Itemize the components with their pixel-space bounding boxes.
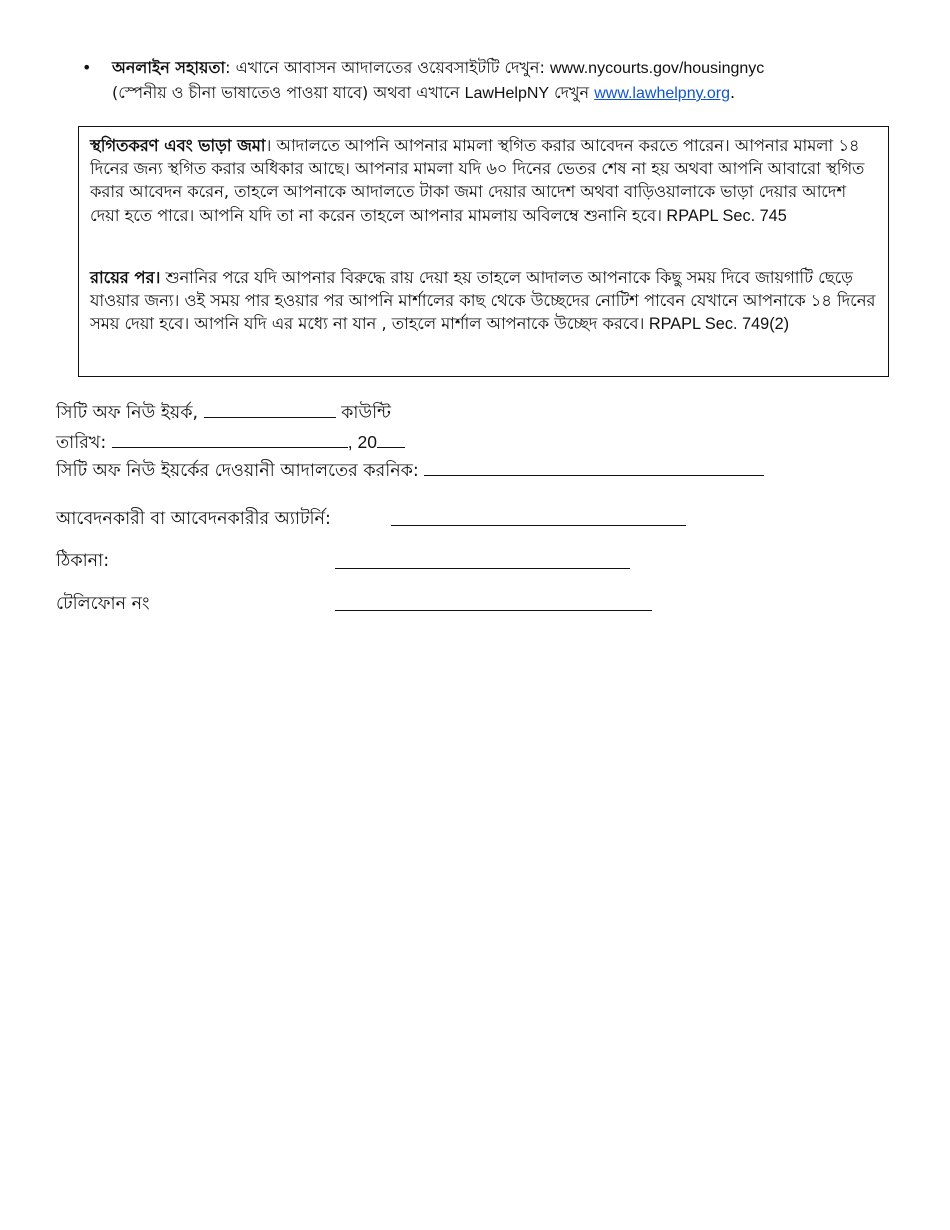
clerk-row — [56, 458, 764, 484]
housing-court-url: www.nycourts.gov/housingnyc — [549, 60, 765, 77]
phone-blank[interactable] — [335, 610, 652, 611]
county-row — [56, 400, 391, 426]
date-row — [56, 429, 405, 456]
online-help-text-1: : এখানে আবাসন আদালতের ওয়েবসাইটটি দেখুন: — [225, 58, 550, 77]
stay-citation: RPAPL Sec. 745 — [661, 206, 787, 225]
date-blank[interactable] — [112, 431, 348, 448]
date-year-prefix: , 20 — [347, 432, 377, 452]
after-judgment-paragraph — [90, 266, 880, 337]
online-help-title: অনলাইন সহায়তা — [112, 58, 226, 77]
lawhelpny-link[interactable]: www.lawhelpny.org — [594, 85, 730, 102]
address-label: ঠিকানা: — [56, 551, 110, 571]
phone-label: টেলিফোন নং — [56, 594, 150, 614]
clerk-label: সিটি অফ নিউ ইয়র্কের দেওয়ানী আদালতের করনিক: — [56, 461, 425, 481]
after-judgment-body: শুনানির পরে যদি আপনার বিরুদ্ধে রায় দেয়া হয় তাহলে আদালত আপনাকে কিছু সময় দিবে জায়গাটি ছেড়ে যাওয়ার জন্য। ওই সময় পার হওয়ার পর আপনি মার্শালের কাছ থেকে উচ্ছেদের নোটিশ পাবেন যেখানে আপনাকে ১৪ দিনের সময় দেয়া হবে। আপনি যদি এর মধ্যে না যান , তাহলে মার্শাল আপনাকে উচ্ছেদ করবে। — [90, 268, 876, 334]
date-year-blank[interactable] — [377, 431, 405, 448]
online-help-text-2: (স্পেনীয় ও চীনা ভাষাতেও পাওয়া যাবে) অথবা এখানে — [112, 83, 465, 102]
address-blank[interactable] — [335, 568, 630, 569]
online-help-text-end: . — [729, 83, 736, 102]
after-judgment-title: রায়ের পর। — [90, 268, 161, 287]
online-help-text-3: দেখুন — [549, 83, 595, 102]
after-judgment-citation: RPAPL Sec. 749(2) — [644, 315, 790, 334]
county-blank[interactable] — [204, 401, 336, 418]
stay-body: । আদালতে আপনি আপনার মামলা স্থগিত করার আবেদন করতে পারেন। আপনার মামলা ১৪ দিনের জন্য স্থগিত করার অধিকার আছে। আপনার মামলা যদি ৬০ দিনের ভেতর শেষ না হয় অথবা আপনি আবারো স্থগিত করার আবেদন করেন, তাহলে আপনাকে আদালতে টাকা জমা দেয়ার আদেশ অথবা বাড়িওয়ালাকে ভাড়া দেয়ার আদেশ দেয়া হতে পারে। আপনি যদি তা না করেন তাহলে আপনার মামলায় অবিলম্বে শুনানি হবে। — [90, 136, 865, 225]
petitioner-blank[interactable] — [391, 525, 686, 526]
stay-title: স্থগিতকরণ এবং ভাড়া জমা — [90, 136, 266, 155]
clerk-signature-blank[interactable] — [424, 459, 764, 476]
lawhelpny-name: LawHelpNY — [464, 85, 550, 102]
notice-box — [78, 126, 889, 377]
date-label: তারিখ: — [56, 433, 112, 453]
petitioner-label: আবেদনকারী বা আবেদনকারীর অ্যাটর্নি: — [56, 509, 331, 529]
stay-paragraph — [90, 134, 880, 228]
online-help-text — [112, 56, 872, 106]
county-prefix: সিটি অফ নিউ ইয়র্ক, — [56, 403, 204, 423]
county-suffix: কাউন্টি — [335, 403, 391, 423]
bullet-icon: • — [82, 58, 92, 77]
